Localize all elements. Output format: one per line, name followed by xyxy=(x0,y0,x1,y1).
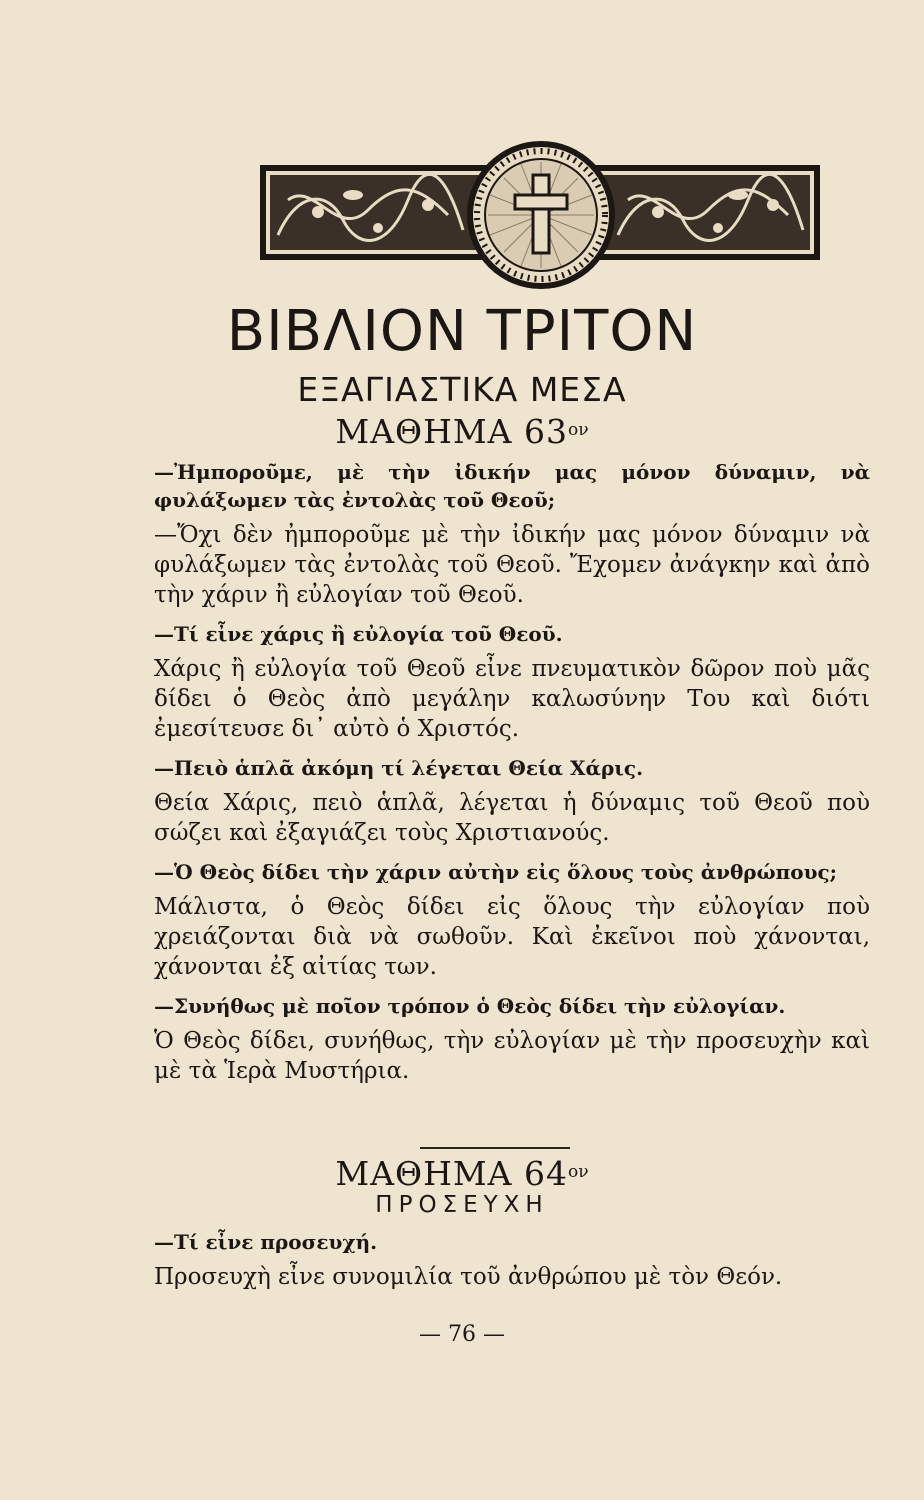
lesson-63-body xyxy=(154,458,870,1096)
ornamental-banner xyxy=(258,140,822,290)
book-subtitle: ΕΞΑΓΙΑΣΤΙΚΑ ΜΕΣΑ xyxy=(297,370,627,409)
book-title: ΒΙΒΛΙΟΝ ΤΡΙΤΟΝ xyxy=(226,299,698,364)
answer: Θεία Χάρις, πειὸ ἁπλᾶ, λέγεται ἡ δύναμις τοῦ Θεοῦ ποὺ σώζει καὶ ἐξαγιάζει τοὺς Χριστιανούς. xyxy=(154,790,870,846)
lesson-64-body xyxy=(154,1228,870,1302)
cross-medallion-icon xyxy=(467,141,615,289)
page-number: — 76 — xyxy=(419,1322,505,1347)
question: —Συνήθως μὲ ποῖον τρόπον ὁ Θεὸς δίδει τὴν εὐλογίαν. xyxy=(154,994,786,1018)
question: —Ἠμποροῦμε, μὲ τὴν ἰδικήν μας μόνον δύναμιν, νὰ φυλάξωμεν τὰς ἐντολὰς τοῦ Θεοῦ; xyxy=(154,460,870,512)
question: —Τί εἶνε χάρις ἢ εὐλογία τοῦ Θεοῦ. xyxy=(154,622,563,646)
answer: —Ὄχι δὲν ἠμποροῦμε μὲ τὴν ἰδικήν μας μόνον δύναμιν νὰ φυλάξωμεν τὰς ἐντολὰς τοῦ Θεοῦ. Ἔχομεν ἀνάγκην καὶ ἀπὸ τὴν χάριν ἢ εὐλογίαν τοῦ Θεοῦ. xyxy=(154,522,870,608)
lesson-number: 64 xyxy=(524,1154,568,1193)
answer: Ὁ Θεὸς δίδει, συνήθως, τὴν εὐλογίαν μὲ τὴν προσευχὴν καὶ μὲ τὰ Ἱερὰ Μυστήρια. xyxy=(154,1028,870,1084)
lesson-suffix: ον xyxy=(568,420,589,440)
question: —Πειὸ ἁπλᾶ ἀκόμη τί λέγεται Θεία Χάρις. xyxy=(154,756,644,780)
lesson-63-heading xyxy=(0,410,924,452)
question: —Ὁ Θεὸς δίδει τὴν χάριν αὐτὴν εἰς ὅλους τοὺς ἀνθρώπους; xyxy=(154,860,838,884)
section-title: ΠΡΟΣΕΥΧΗ xyxy=(375,1192,549,1218)
question: —Τί εἶνε προσευχή. xyxy=(154,1230,378,1254)
answer: Χάρις ἢ εὐλογία τοῦ Θεοῦ εἶνε πνευματικὸν δῶρον ποὺ μᾶς δίδει ὁ Θεὸς ἀπὸ μεγάλην καλωσύνην Του καὶ διότι ἐμεσίτευσε δι᾽ αὐτὸ ὁ Χριστός. xyxy=(154,656,870,742)
lesson-label: ΜΑΘΗΜΑ xyxy=(335,412,513,451)
divider-rule xyxy=(420,1147,570,1149)
answer: Μάλιστα, ὁ Θεὸς δίδει εἰς ὅλους τὴν εὐλογίαν ποὺ χρειάζονται διὰ νὰ σωθοῦν. Καὶ ἐκεῖνοι ποὺ χάνονται, χάνονται ἐξ αἰτίας των. xyxy=(154,894,870,980)
lesson-suffix: ον xyxy=(568,1162,589,1182)
lesson-64-heading xyxy=(0,1152,924,1194)
answer: Προσευχὴ εἶνε συνομιλία τοῦ ἀνθρώπου μὲ τὸν Θεόν. xyxy=(154,1264,783,1290)
lesson-label: ΜΑΘΗΜΑ xyxy=(335,1154,513,1193)
lesson-number: 63 xyxy=(524,412,568,451)
